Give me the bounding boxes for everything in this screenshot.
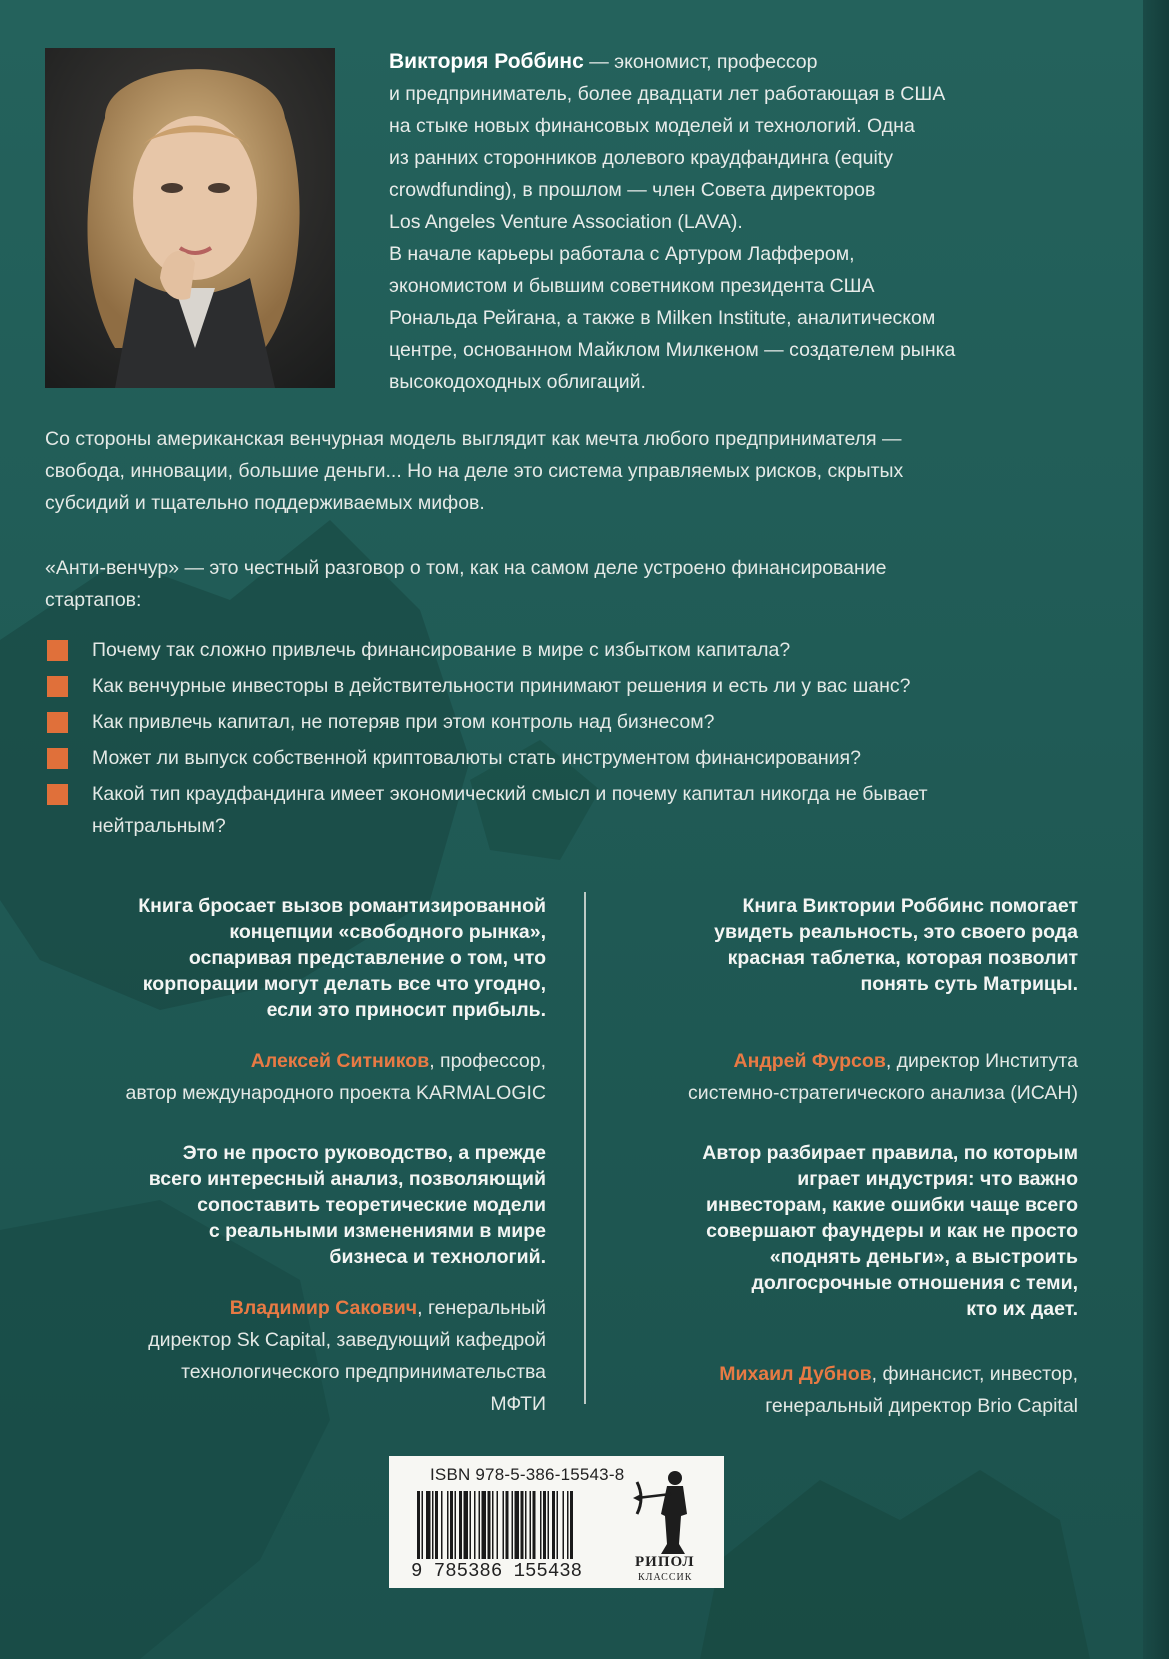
- bio-line: — экономист, профессор: [583, 51, 818, 73]
- list-item: [45, 742, 1105, 774]
- quote-credit: [26, 1045, 546, 1109]
- review-quote: [26, 1140, 546, 1420]
- list-item: [45, 706, 1105, 738]
- quote-line: корпорации могут делать все что угодно,: [142, 973, 546, 995]
- intro-line: субсидий и тщательно поддерживаемых мифов.: [45, 492, 485, 514]
- quote-line: бизнеса и технологий.: [329, 1246, 546, 1268]
- intro-line: свобода, инновации, большие деньги... Но на деле это система управляемых рисков, скрытых: [45, 460, 904, 482]
- credit-line: , финансист, инвестор,: [871, 1363, 1078, 1385]
- quote-line: сопоставить теоретические модели: [197, 1194, 546, 1216]
- quote-line: Книга бросает вызов романтизированной: [138, 895, 546, 917]
- question-line: Какой тип краудфандинга имеет экономический смысл и почему капитал никогда не бывает: [92, 783, 928, 805]
- square-bullet-icon: [47, 748, 68, 769]
- quote-line: кто их дает.: [966, 1298, 1078, 1320]
- intro-paragraph-1: [45, 423, 1095, 519]
- quote-line: Это не просто руководство, а прежде: [182, 1142, 546, 1164]
- barcode-panel: [389, 1456, 724, 1588]
- intro-line: «Анти-венчур» — это честный разговор о том, как на самом деле устроено финансирование: [45, 557, 887, 579]
- quote-line: играет индустрия: что важно: [797, 1168, 1078, 1190]
- quote-line: если это приносит прибыль.: [266, 999, 546, 1021]
- bio-author-name: Виктория Роббинс: [389, 50, 584, 73]
- bio-line: Рональда Рейгана, а также в Milken Institute, аналитическом: [389, 307, 936, 329]
- quote-credit: [26, 1292, 546, 1420]
- credit-line: генеральный директор Brio Capital: [765, 1395, 1078, 1417]
- question-line: Может ли выпуск собственной криптовалюты стать инструментом финансирования?: [92, 747, 861, 769]
- quote-line: красная таблетка, которая позволит: [727, 947, 1078, 969]
- quote-credit: [560, 1358, 1078, 1422]
- author-bio: [389, 46, 1079, 398]
- credit-line: директор Sk Capital, заведующий кафедрой: [148, 1329, 546, 1351]
- list-item: [45, 778, 1105, 842]
- author-portrait: [45, 48, 335, 388]
- square-bullet-icon: [47, 676, 68, 697]
- credit-line: системно-стратегического анализа (ИСАН): [688, 1082, 1078, 1104]
- publisher-logo-icon: [631, 1464, 709, 1556]
- quote-line: оспаривая представление о том, что: [188, 947, 546, 969]
- quote-line: совершают фаундеры и как не просто: [706, 1220, 1078, 1242]
- quote-text: [560, 1140, 1078, 1322]
- quote-line: Книга Виктории Роббинс помогает: [742, 895, 1078, 917]
- bio-line: Los Angeles Venture Association (LAVA).: [389, 211, 743, 233]
- question-line: Как венчурные инвесторы в действительности принимают решения и есть ли у вас шанс?: [92, 675, 911, 697]
- question-line: нейтральным?: [92, 815, 226, 837]
- quote-line: «поднять деньги», а выстроить: [769, 1246, 1078, 1268]
- publisher-imprint: КЛАССИК: [638, 1572, 693, 1583]
- quote-text: [560, 893, 1078, 997]
- quote-author: Михаил Дубнов: [719, 1363, 872, 1385]
- bio-line: на стыке новых финансовых моделей и технологий. Одна: [389, 115, 915, 137]
- bio-line: В начале карьеры работала с Артуром Лаффером,: [389, 243, 855, 265]
- square-bullet-icon: [47, 640, 68, 661]
- barcode-icon: [417, 1491, 619, 1559]
- quote-author: Владимир Сакович: [229, 1297, 418, 1319]
- quote-line: концепции «свободного рынка»,: [229, 921, 546, 943]
- quote-author: Алексей Ситников: [250, 1050, 430, 1072]
- list-item: [45, 670, 1105, 702]
- quote-line: Автор разбирает правила, по которым: [702, 1142, 1078, 1164]
- intro-line: стартапов:: [45, 589, 142, 611]
- intro-paragraph-2: [45, 552, 1095, 616]
- barcode-digits: 9 785386 155438: [411, 1560, 583, 1582]
- review-quote: [560, 1140, 1078, 1422]
- isbn-number: ISBN 978-5-386-15543-8: [430, 1465, 625, 1484]
- credit-line: , профессор,: [429, 1050, 546, 1072]
- quote-line: всего интересный анализ, позволяющий: [148, 1168, 546, 1190]
- credit-line: , генеральный: [417, 1297, 546, 1319]
- spine-edge: [1143, 0, 1169, 1659]
- publisher-name: РИПОЛ: [635, 1554, 695, 1570]
- quote-line: понять суть Матрицы.: [860, 973, 1078, 995]
- question-list: [45, 634, 1105, 846]
- quote-line: с реальными изменениями в мире: [208, 1220, 546, 1242]
- bio-line: crowdfunding), в прошлом — член Совета директоров: [389, 179, 876, 201]
- quote-text: [26, 1140, 546, 1270]
- quote-line: долгосрочные отношения с теми,: [751, 1272, 1078, 1294]
- square-bullet-icon: [47, 712, 68, 733]
- review-quote: [560, 893, 1078, 1109]
- credit-line: , директор Института: [885, 1050, 1078, 1072]
- bio-line: и предприниматель, более двадцати лет работающая в США: [389, 83, 946, 105]
- quote-author: Андрей Фурсов: [733, 1050, 886, 1072]
- quote-text: [26, 893, 546, 1023]
- list-item: [45, 634, 1105, 666]
- bio-line: высокодоходных облигаций.: [389, 371, 646, 393]
- bio-line: центре, основанном Майклом Милкеном — создателем рынка: [389, 339, 956, 361]
- review-quote: [26, 893, 546, 1109]
- credit-line: автор международного проекта KARMALOGIC: [125, 1082, 546, 1104]
- credit-line: МФТИ: [490, 1393, 546, 1415]
- question-line: Почему так сложно привлечь финансирование в мире с избытком капитала?: [92, 639, 791, 661]
- quote-credit: [560, 1045, 1078, 1109]
- credit-line: технологического предпринимательства: [181, 1361, 546, 1383]
- quote-line: инвесторам, какие ошибки чаще всего: [706, 1194, 1078, 1216]
- square-bullet-icon: [47, 784, 68, 805]
- bio-line: из ранних сторонников долевого краудфандинга (equity: [389, 147, 893, 169]
- bio-line: экономистом и бывшим советником президента США: [389, 275, 875, 297]
- intro-line: Со стороны американская венчурная модель выглядит как мечта любого предпринимателя —: [45, 428, 902, 450]
- question-line: Как привлечь капитал, не потеряв при этом контроль над бизнесом?: [92, 711, 715, 733]
- quote-line: увидеть реальность, это своего рода: [714, 921, 1078, 943]
